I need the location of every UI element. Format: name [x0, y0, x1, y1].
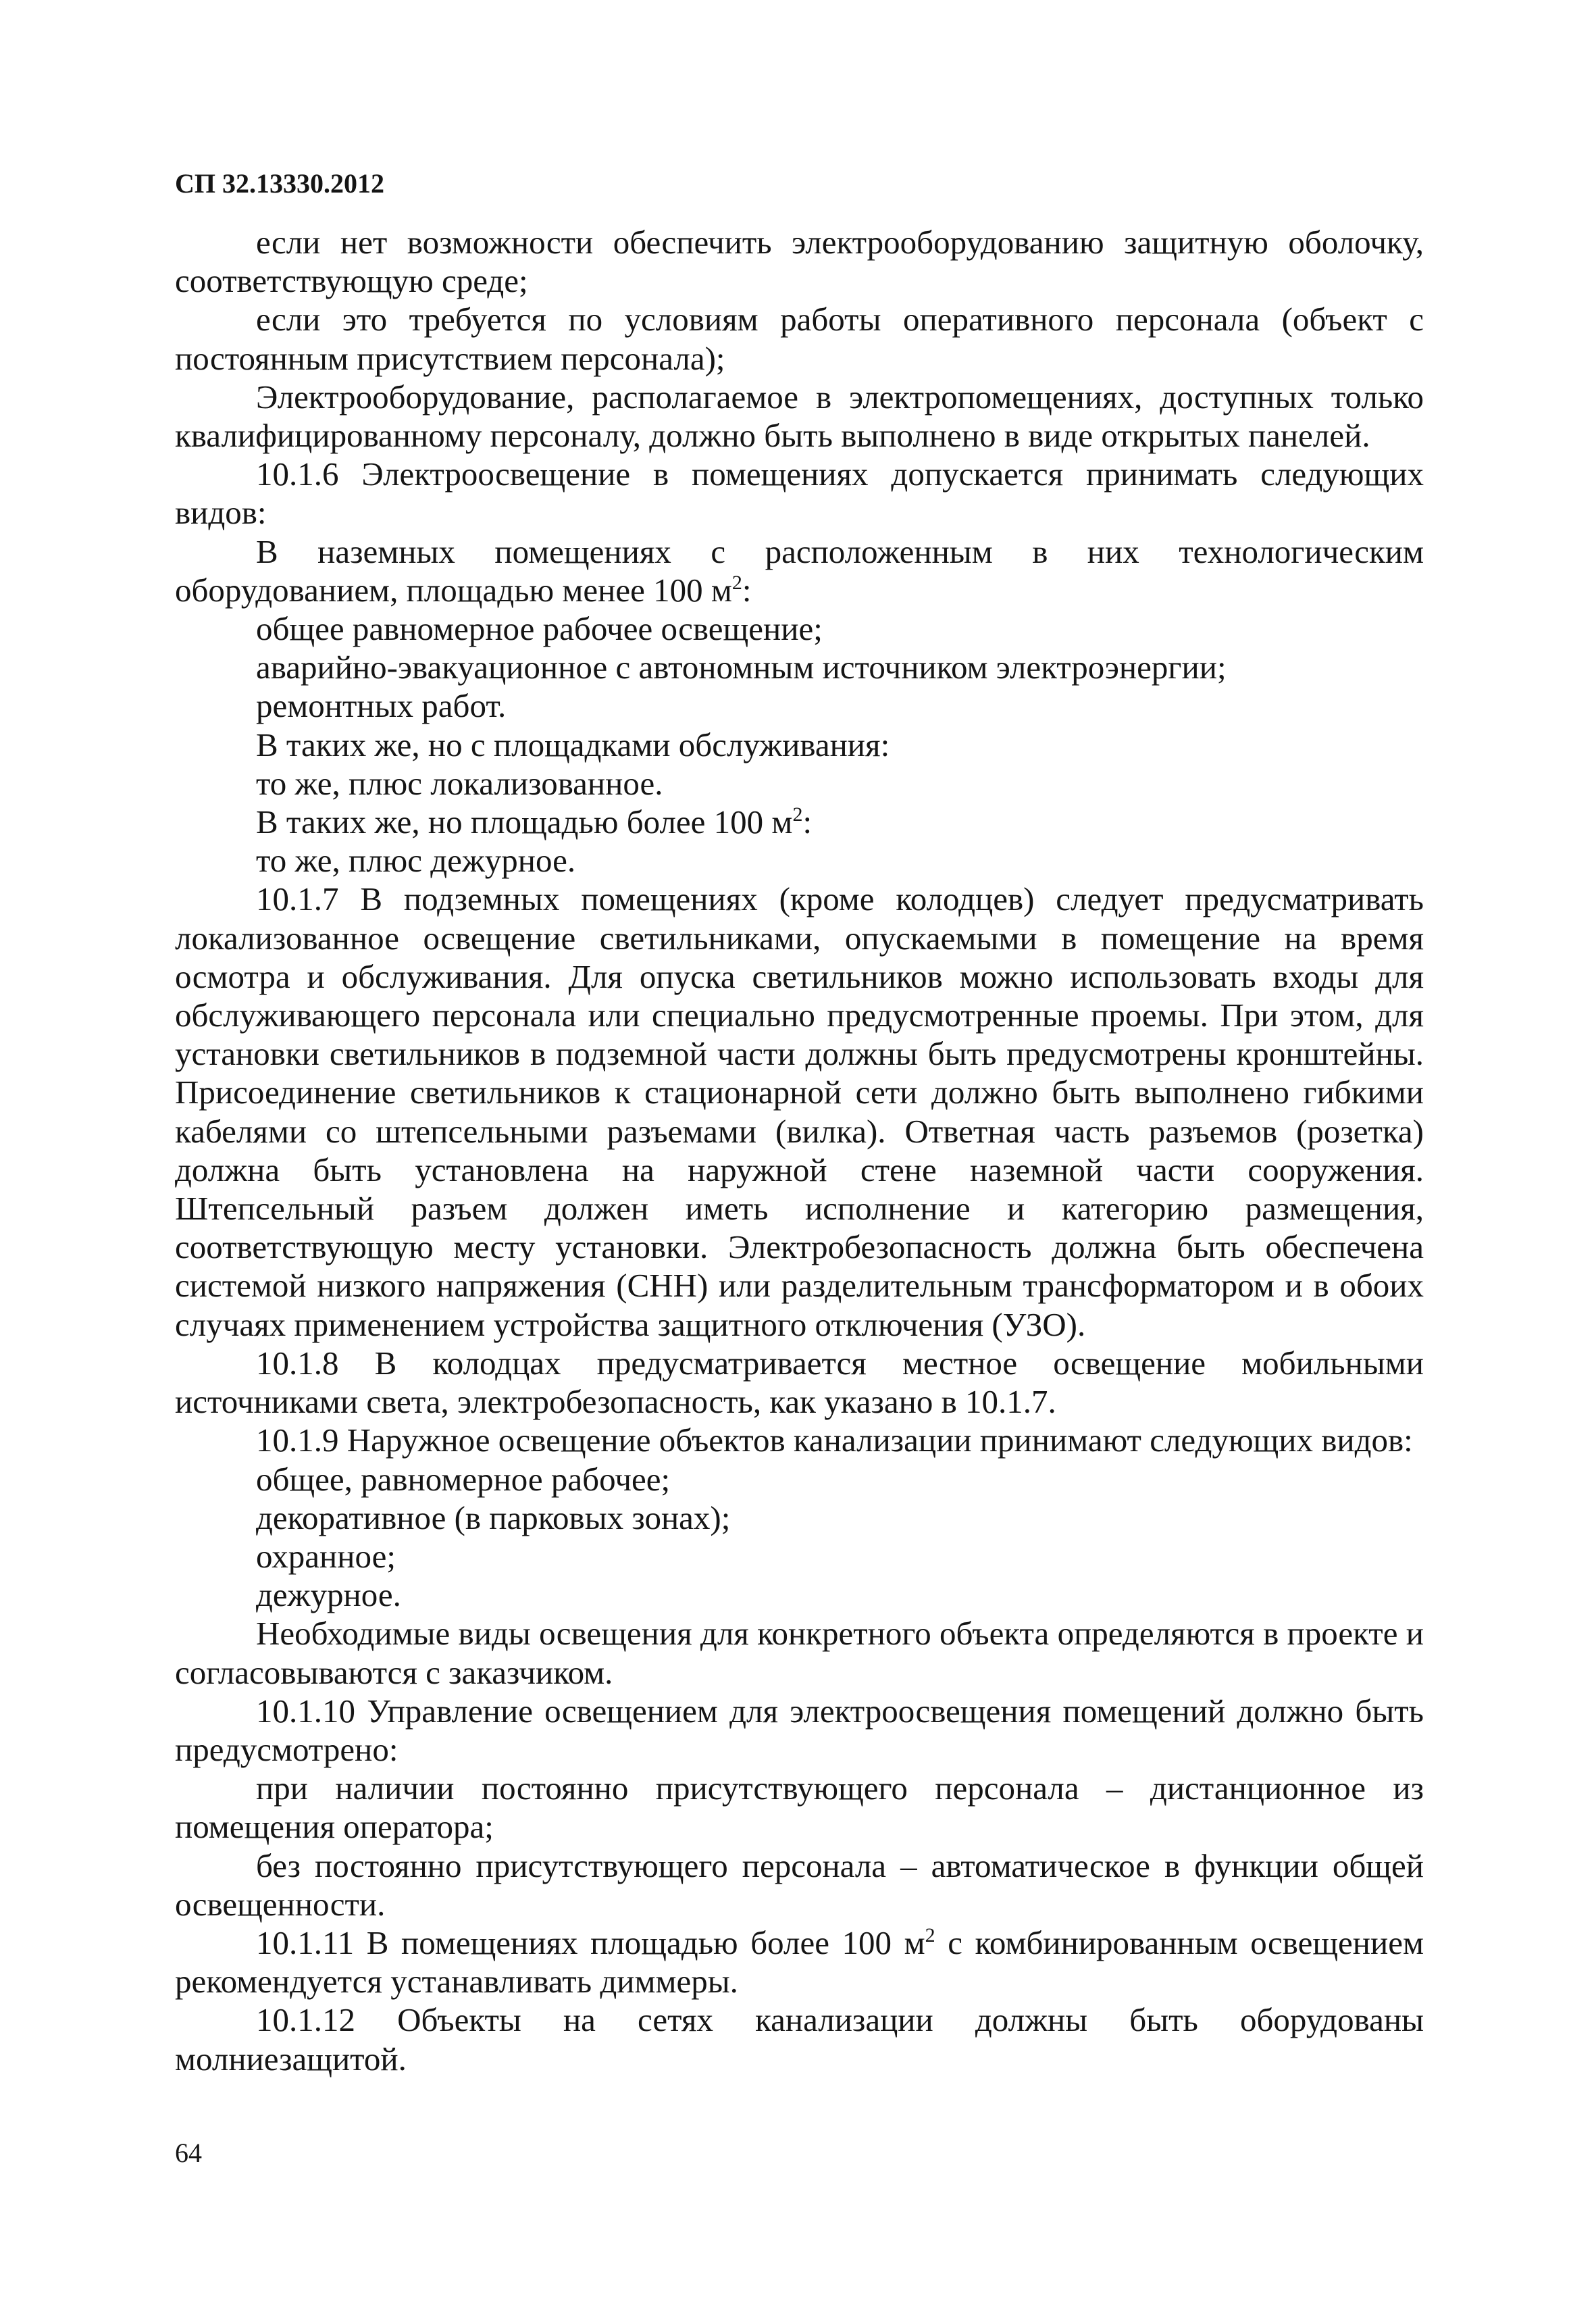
paragraph: без постоянно присутствующего персонала – автоматическое в функции общей освещенности. — [175, 1846, 1424, 1923]
paragraph-text: с комбинированным освещением рекомендуется устанавливать диммеры. — [175, 1923, 1424, 2001]
paragraph — [175, 532, 1424, 609]
paragraph-text: 10.1.11 В помещениях площадью более 100 м — [256, 1923, 925, 1961]
list-item: дежурное. — [256, 1576, 401, 1614]
list-item: охранное; — [256, 1537, 396, 1575]
list-item: общее, равномерное рабочее; — [256, 1460, 671, 1498]
paragraph: если это требуется по условиям работы оперативного персонала (объект с постоянным присутствием персонала); — [175, 301, 1424, 377]
paragraph-text: В наземных помещениях с расположенным в них технологическим оборудованием, площадью менее 100 м — [175, 532, 1424, 609]
paragraph-text: В таких же, но площадью более 100 м — [256, 803, 793, 841]
list-item: то же, плюс дежурное. — [256, 842, 576, 880]
list-item — [175, 803, 1424, 841]
clause-10-1-12: 10.1.12 Объекты на сетях канализации должны быть оборудованы молниезащитой. — [175, 2001, 1424, 2078]
document-body — [175, 223, 1424, 2078]
clause-10-1-11 — [175, 1923, 1424, 2001]
paragraph: при наличии постоянно присутствующего персонала – дистанционное из помещения оператора; — [175, 1769, 1424, 1846]
list-item: декоративное (в парковых зонах); — [256, 1499, 731, 1536]
superscript: 2 — [925, 1923, 935, 1946]
list-item: то же, плюс локализованное. — [256, 764, 663, 802]
paragraph-text: : — [802, 803, 813, 841]
paragraph: если нет возможности обеспечить электрооборудованию защитную оболочку, соответствующую среде; — [175, 224, 1424, 300]
clause-10-1-9: 10.1.9 Наружное освещение объектов канализации принимают следующих видов: — [256, 1422, 1413, 1459]
clause-10-1-6: 10.1.6 Электроосвещение в помещениях допускается принимать следующих видов: — [175, 455, 1424, 532]
document-code: СП 32.13330.2012 — [175, 168, 384, 199]
clause-10-1-7: 10.1.7 В подземных помещениях (кроме колодцев) следует предусматривать локализованное освещение светильниками, опускаемыми в помещение на время осмотра и обслуживания. Для опуска светильников можно использовать входы для обслуживающего персонала или специально предусмотренные проемы. При этом, для установки светильников в подземной части должны быть предусмотрены кронштейны. Присоединение светильников к стационарной сети должно быть выполнено гибкими кабелями со штепсельными разъемами (вилка). Ответная часть разъемов (розетка) должна быть установлена на наружной стене наземной части сооружения. Штепсельный разъем должен иметь исполнение и категорию размещения, соответствующую месту установки. Электробезопасность должна быть обеспечена системой низкого напряжения (СНН) или разделительным трансформатором и в обоих случаях применением устройства защитного отключения (УЗО). — [175, 880, 1424, 1343]
paragraph: Необходимые виды освещения для конкретного объекта определяются в проекте и согласовываются с заказчиком. — [175, 1615, 1424, 1691]
clause-10-1-8: 10.1.8 В колодцах предусматривается местное освещение мобильными источниками света, электробезопасность, как указано в 10.1.7. — [175, 1344, 1424, 1421]
paragraph: Электрооборудование, располагаемое в электропомещениях, доступных только квалифицированному персоналу, должно быть выполнено в виде открытых панелей. — [175, 378, 1424, 455]
list-item: В таких же, но с площадками обслуживания: — [256, 726, 890, 763]
list-item: ремонтных работ. — [256, 687, 507, 725]
list-item: аварийно-эвакуационное с автономным источником электроэнергии; — [256, 649, 1227, 686]
superscript: 2 — [731, 571, 742, 594]
list-item: общее равномерное рабочее освещение; — [256, 610, 823, 648]
superscript: 2 — [792, 803, 803, 826]
page-number: 64 — [175, 2138, 202, 2168]
clause-10-1-10: 10.1.10 Управление освещением для электроосвещения помещений должно быть предусмотрено: — [175, 1692, 1424, 1768]
paragraph-text: : — [742, 571, 752, 609]
